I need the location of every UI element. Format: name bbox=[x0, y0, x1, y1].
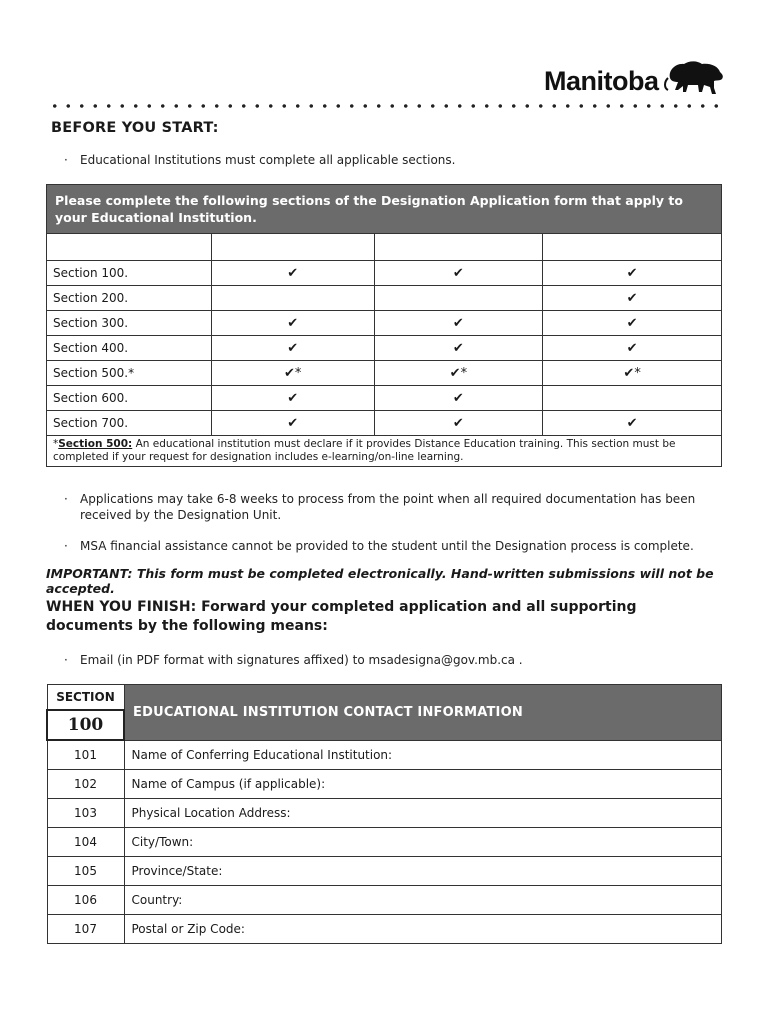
sections-table-header bbox=[47, 185, 722, 234]
table-row bbox=[47, 261, 722, 286]
footnote-row bbox=[47, 436, 722, 467]
check-cell: ✔ bbox=[543, 336, 722, 361]
check-cell: ✔* bbox=[543, 361, 722, 386]
check-cell: ✔ bbox=[374, 336, 543, 361]
field-number: 102 bbox=[47, 770, 124, 799]
footnote-text: An educational institution must declare if it provides Distance Education training. This section must be completed if your request for designation includes e-learning/on-line learning. bbox=[53, 438, 676, 463]
field-number: 106 bbox=[47, 886, 124, 915]
bullet-dot: · bbox=[64, 492, 68, 506]
field-label[interactable]: City/Town: bbox=[124, 828, 722, 857]
table-row[interactable] bbox=[47, 828, 722, 857]
bullet-text: MSA financial assistance cannot be provided to the student until the Designation process is complete. bbox=[80, 539, 694, 553]
table-row bbox=[47, 311, 722, 336]
table-row[interactable] bbox=[47, 740, 722, 770]
sections-table-title: Please complete the following sections of the Designation Application form that apply to your Educational Institution. bbox=[47, 185, 722, 234]
check-cell: ✔* bbox=[374, 361, 543, 386]
section-title: EDUCATIONAL INSTITUTION CONTACT INFORMATION bbox=[124, 685, 722, 741]
section-header-row bbox=[47, 685, 722, 711]
field-number: 103 bbox=[47, 799, 124, 828]
bullet-dot: · bbox=[64, 539, 68, 553]
section-label: Section 700. bbox=[47, 411, 212, 436]
bullet-text: Educational Institutions must complete all applicable sections. bbox=[80, 153, 456, 167]
table-row bbox=[47, 361, 722, 386]
check-cell: ✔ bbox=[211, 261, 374, 286]
check-cell: ✔ bbox=[211, 311, 374, 336]
table-row[interactable] bbox=[47, 886, 722, 915]
sections-table bbox=[46, 184, 722, 467]
table-row[interactable] bbox=[47, 857, 722, 886]
manitoba-logo bbox=[540, 56, 726, 100]
important-notice: IMPORTANT: This form must be completed electronically. Hand-written submissions will not be accepted. bbox=[46, 566, 714, 596]
table-row bbox=[47, 286, 722, 311]
table-row bbox=[47, 411, 722, 436]
before-heading: BEFORE YOU START: bbox=[51, 120, 219, 136]
check-cell bbox=[211, 286, 374, 311]
table-row[interactable] bbox=[47, 770, 722, 799]
column-header bbox=[211, 234, 374, 261]
check-cell: ✔* bbox=[211, 361, 374, 386]
check-cell: ✔ bbox=[211, 386, 374, 411]
footnote bbox=[47, 436, 722, 467]
bullet-dot: · bbox=[64, 653, 68, 667]
column-header bbox=[543, 234, 722, 261]
email-instruction[interactable]: Email (in PDF format with signatures affixed) to msadesigna@gov.mb.ca . bbox=[80, 653, 523, 667]
footnote-section-ref: Section 500: bbox=[58, 438, 133, 450]
field-number: 107 bbox=[47, 915, 124, 944]
section-label: SECTION bbox=[47, 685, 124, 711]
column-header bbox=[47, 234, 212, 261]
column-header-row bbox=[47, 234, 722, 261]
check-cell: ✔ bbox=[211, 336, 374, 361]
bullet-dot: · bbox=[64, 153, 68, 167]
section-number: 100 bbox=[47, 710, 124, 740]
column-header bbox=[374, 234, 543, 261]
field-label[interactable]: Postal or Zip Code: bbox=[124, 915, 722, 944]
check-cell bbox=[543, 386, 722, 411]
field-label[interactable]: Province/State: bbox=[124, 857, 722, 886]
field-number: 101 bbox=[47, 740, 124, 770]
check-cell: ✔ bbox=[543, 261, 722, 286]
bison-icon bbox=[664, 58, 726, 98]
field-label[interactable]: Name of Conferring Educational Institution: bbox=[124, 740, 722, 770]
field-number: 105 bbox=[47, 857, 124, 886]
field-label[interactable]: Country: bbox=[124, 886, 722, 915]
check-cell: ✔ bbox=[374, 311, 543, 336]
field-label[interactable]: Name of Campus (if applicable): bbox=[124, 770, 722, 799]
field-label[interactable]: Physical Location Address: bbox=[124, 799, 722, 828]
dotted-divider bbox=[48, 104, 724, 108]
section-label: Section 200. bbox=[47, 286, 212, 311]
contact-info-table bbox=[46, 684, 722, 944]
field-number: 104 bbox=[47, 828, 124, 857]
check-cell: ✔ bbox=[374, 261, 543, 286]
check-cell: ✔ bbox=[543, 286, 722, 311]
finish-heading: WHEN YOU FINISH: Forward your completed application and all supporting documents by the following means: bbox=[46, 599, 637, 634]
logo-wordmark: Manitoba bbox=[544, 66, 659, 96]
section-label: Section 100. bbox=[47, 261, 212, 286]
section-label: Section 600. bbox=[47, 386, 212, 411]
check-cell: ✔ bbox=[543, 311, 722, 336]
section-label: Section 400. bbox=[47, 336, 212, 361]
check-cell bbox=[374, 286, 543, 311]
section-label: Section 300. bbox=[47, 311, 212, 336]
check-cell: ✔ bbox=[543, 411, 722, 436]
table-row bbox=[47, 336, 722, 361]
check-cell: ✔ bbox=[374, 386, 543, 411]
section-label: Section 500.* bbox=[47, 361, 212, 386]
check-cell: ✔ bbox=[374, 411, 543, 436]
footnote-asterisk: * bbox=[53, 438, 59, 450]
bullet-text: Applications may take 6-8 weeks to process from the point when all required documentation has been received by the Designation Unit. bbox=[80, 492, 696, 522]
table-row[interactable] bbox=[47, 799, 722, 828]
check-cell: ✔ bbox=[211, 411, 374, 436]
table-row[interactable] bbox=[47, 915, 722, 944]
table-row bbox=[47, 386, 722, 411]
